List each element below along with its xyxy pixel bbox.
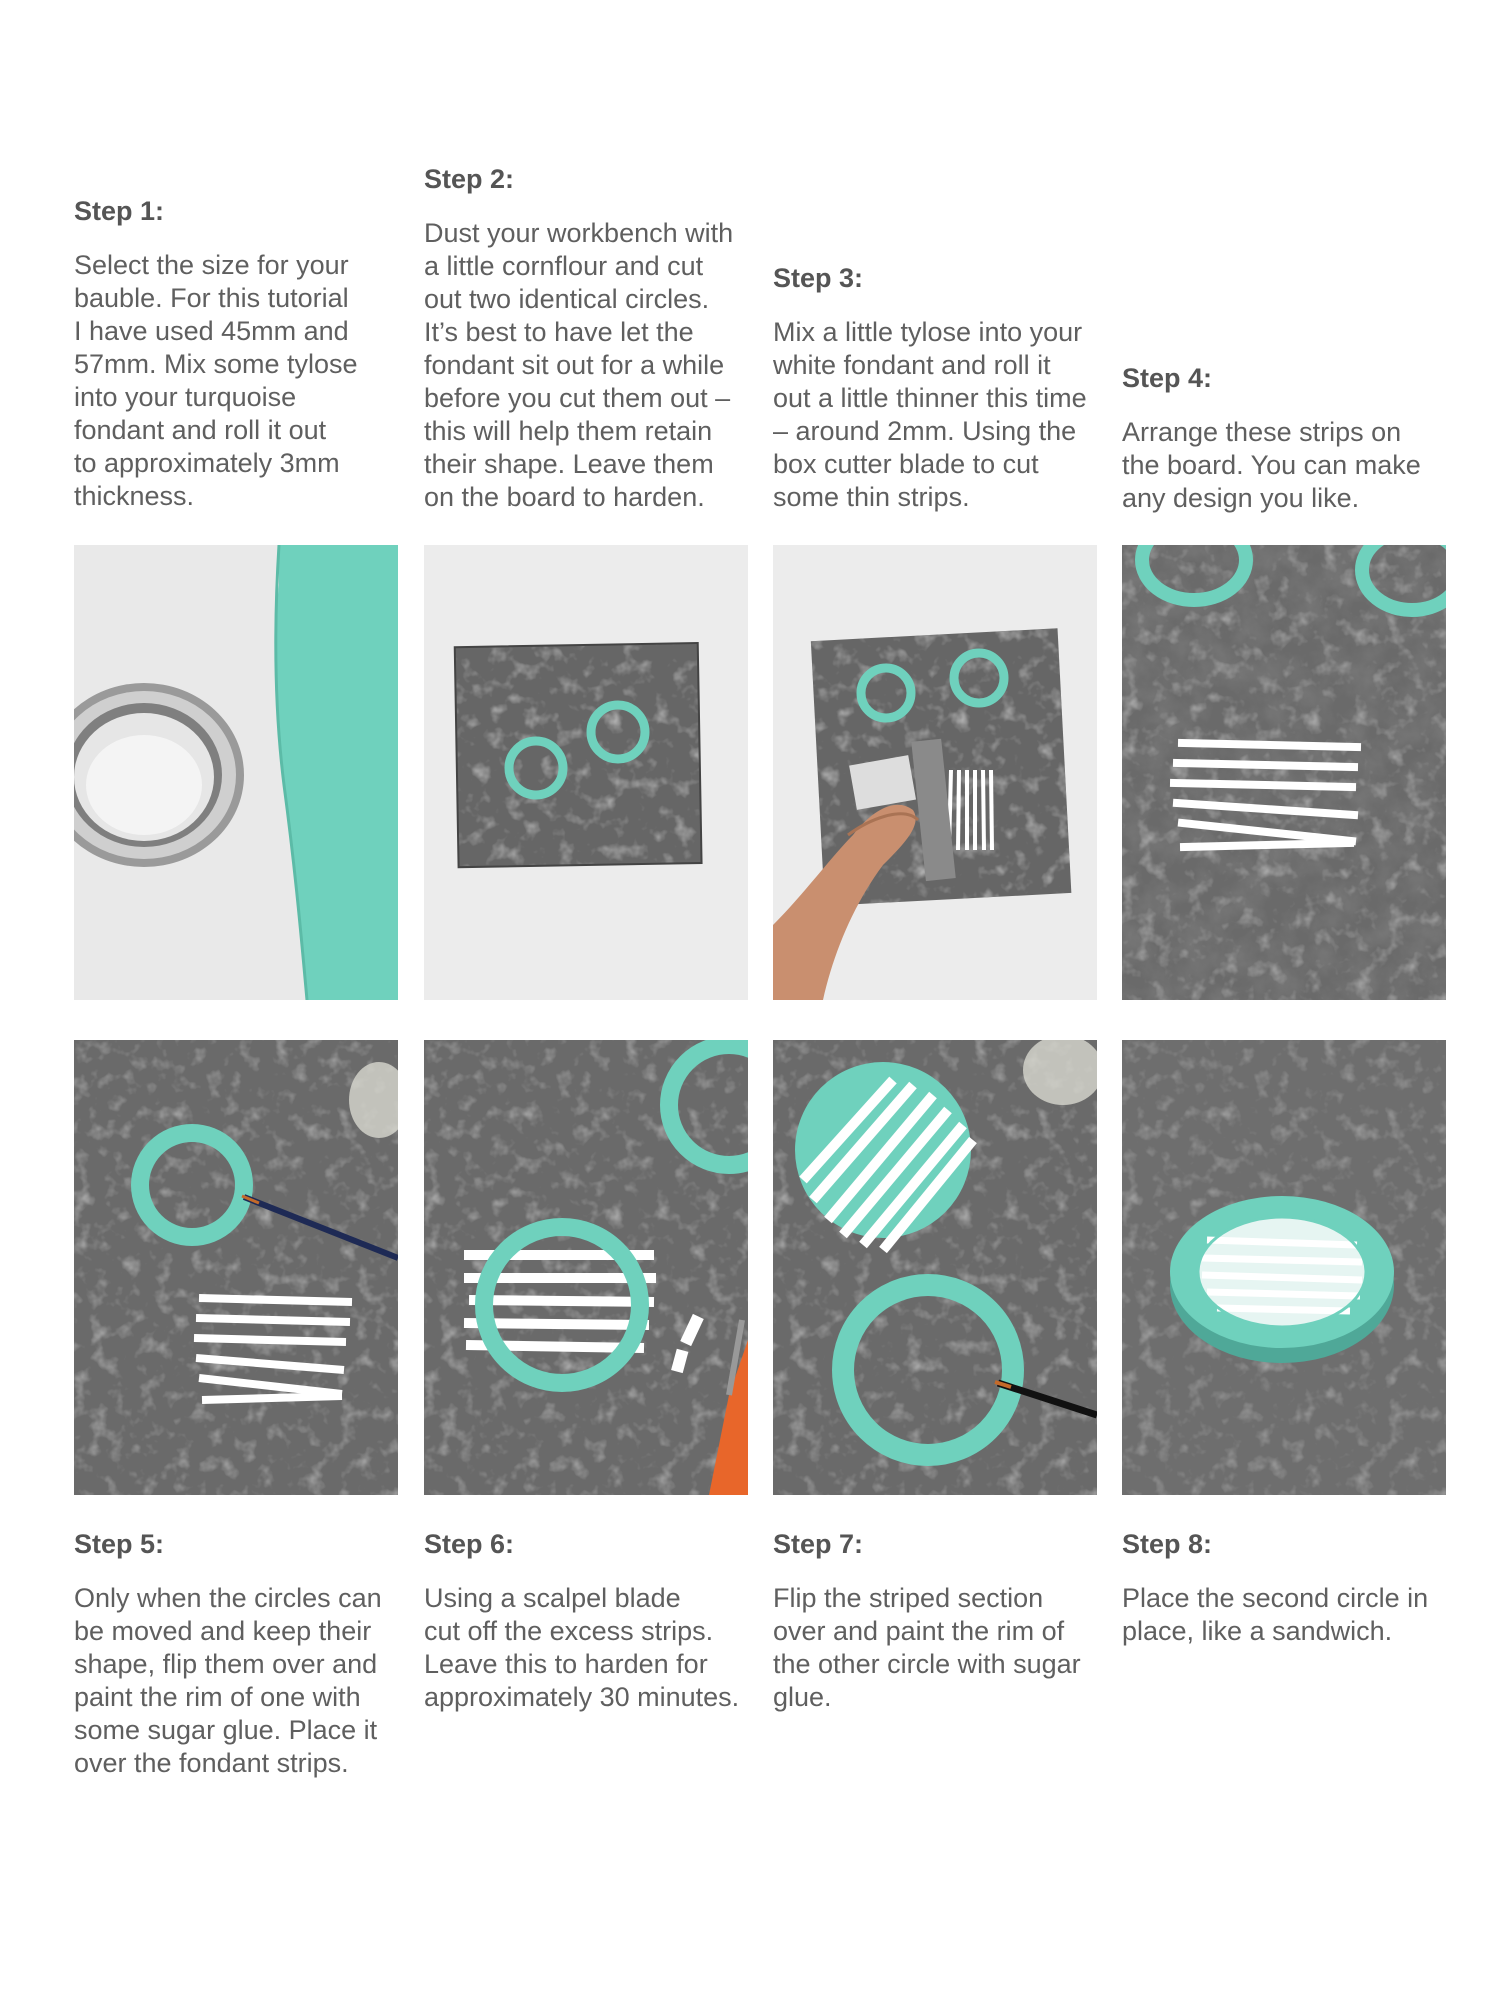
step-4-body: Arrange these strips on the board. You can make any design you like.: [1122, 417, 1421, 513]
step-4-photo: [1122, 545, 1446, 1000]
step-3-text: [773, 262, 1098, 514]
step-1-body: Select the size for your bauble. For this tutorial I have used 45mm and 57mm. Mix some tylose into your turquoise fondant and roll it out to approximately 3mm thickness.: [74, 250, 358, 511]
step-7-photo: [773, 1040, 1097, 1495]
step-5-title: Step 5:: [74, 1529, 165, 1559]
step-6-title: Step 6:: [424, 1529, 515, 1559]
step-7-body: Flip the striped section over and paint the rim of the other circle with sugar glue.: [773, 1583, 1081, 1712]
step-1-text: [74, 195, 399, 513]
step-1-title: Step 1:: [74, 196, 165, 226]
step-3-title: Step 3:: [773, 263, 864, 293]
step-5-text: [74, 1528, 399, 1780]
step-8-photo: [1122, 1040, 1446, 1495]
step-2-title: Step 2:: [424, 164, 515, 194]
step-4-text: [1122, 362, 1447, 515]
step-6-photo: [424, 1040, 748, 1495]
step-5-photo: [74, 1040, 398, 1495]
step-6-body: Using a scalpel blade cut off the excess strips. Leave this to harden for approximately 30 minutes.: [424, 1583, 740, 1712]
step-4-title: Step 4:: [1122, 363, 1213, 393]
step-7-text: [773, 1528, 1098, 1714]
step-2-body: Dust your workbench with a little cornflour and cut out two identical circles. It’s best to have let the fondant sit out for a while before you cut them out – this will help them retain their shape. Leave them on the board to harden.: [424, 218, 734, 512]
step-6-text: [424, 1528, 749, 1714]
step-2-photo: [424, 545, 748, 1000]
step-3-photo: [773, 545, 1097, 1000]
step-1-photo: [74, 545, 398, 1000]
step-8-text: [1122, 1528, 1447, 1648]
step-5-body: Only when the circles can be moved and keep their shape, flip them over and paint the rim of one with some sugar glue. Place it over the fondant strips.: [74, 1583, 382, 1778]
step-2-text: [424, 163, 749, 514]
step-7-title: Step 7:: [773, 1529, 864, 1559]
step-3-body: Mix a little tylose into your white fondant and roll it out a little thinner this time – around 2mm. Using the box cutter blade to cut some thin strips.: [773, 317, 1087, 512]
step-8-title: Step 8:: [1122, 1529, 1213, 1559]
step-8-body: Place the second circle in place, like a sandwich.: [1122, 1583, 1429, 1646]
